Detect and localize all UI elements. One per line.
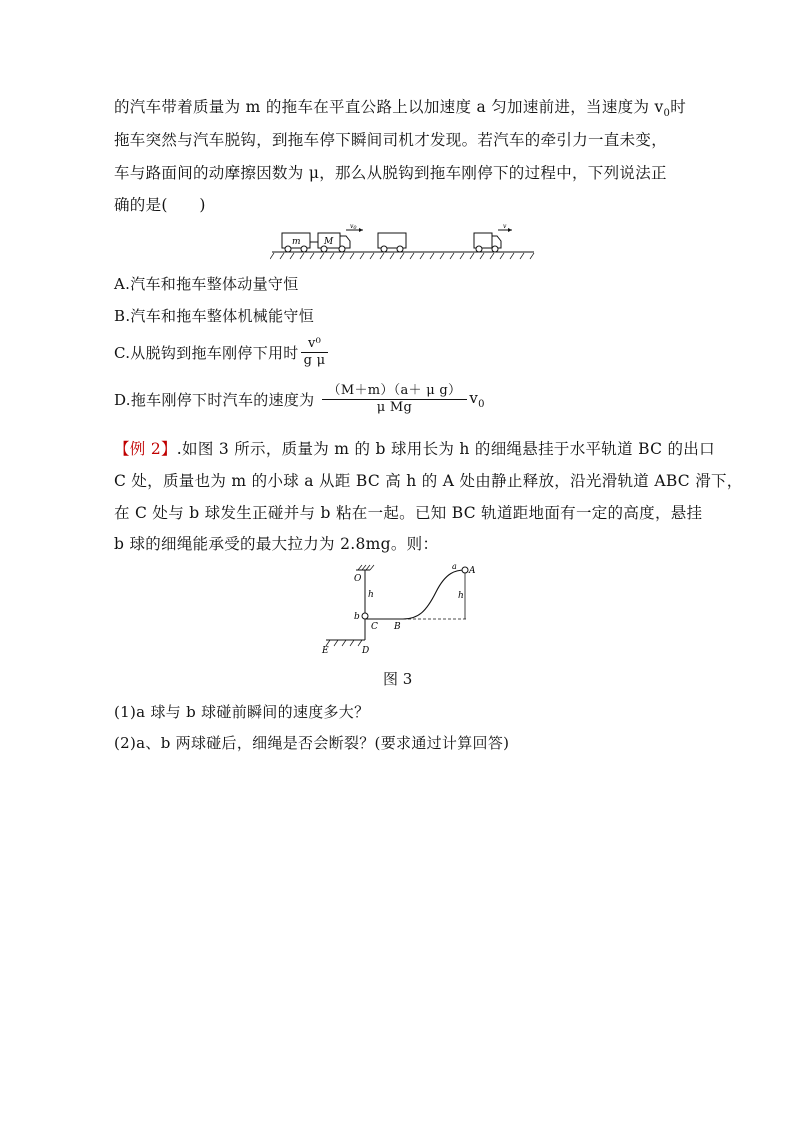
track xyxy=(365,570,465,619)
option-c: C.从脱钩到拖车刚停下用时 $\frac{\text{v⁰}}{\text{g μ}}$ xyxy=(114,336,330,369)
figure-3 xyxy=(318,562,493,657)
label-h-left: h xyxy=(368,590,374,600)
q2-line-2: C 处，质量也为 m 的小球 a 从距 BC 高 h 的 A 处由静止释放，沿光滑轨道 ABC 滑下， xyxy=(114,472,743,490)
q1-line-4: 确的是( ) xyxy=(114,196,206,214)
label-C: C xyxy=(371,622,378,632)
car-trailer-figure xyxy=(270,222,540,262)
option-d: D.拖车刚停下时汽车的速度为 $\frac{\text{（M＋m）（a＋ μ g）}}{\text{μ Mg}}$ $v_0$ xyxy=(114,383,485,415)
q2-line-4: b 球的细绳能承受的最大拉力为 2.8mg。则： xyxy=(114,535,439,553)
label-B: B xyxy=(394,622,401,632)
label-E: E xyxy=(322,646,329,656)
car-later xyxy=(474,233,492,248)
label-A: A xyxy=(469,566,476,576)
q2-line-3: 在 C 处与 b 球发生正碰并与 b 粘在一起。已知 BC 轨道距地面有一定的高度，悬挂 xyxy=(114,504,703,522)
q1-line-1: 的汽车带着质量为 m 的拖车在平直公路上以加速度 a 匀加速前进，当速度为 $v_0$时 xyxy=(114,98,687,120)
label-a: a xyxy=(452,562,457,571)
sub-question-1: (1)a 球与 b 球碰前瞬间的速度多大？ xyxy=(114,703,370,721)
label-h-right: h xyxy=(458,591,464,601)
v0-arrow-label: v0 xyxy=(350,223,357,231)
example-tag: 【例 2】 xyxy=(114,440,177,458)
trailer-label: m xyxy=(292,237,301,247)
trailer-stopped xyxy=(378,233,406,248)
sub-question-2: (2)a、b 两球碰后，细绳是否会断裂？(要求通过计算回答) xyxy=(114,734,510,752)
option-d-suffix: $v_0$ xyxy=(469,389,485,410)
q2-line-1: 【例 2】.如图 3 所示，质量为 m 的 b 球用长为 h 的细绳悬挂于水平轨道 BC 的出口 xyxy=(114,440,715,458)
v-arrow-label: v xyxy=(503,223,507,230)
option-d-fraction: $\frac{\text{（M＋m）（a＋ μ g）}}{\text{μ Mg}}$ xyxy=(322,383,468,416)
option-a: A.汽车和拖车整体动量守恒 xyxy=(114,275,299,293)
label-O: O xyxy=(354,574,362,584)
option-b: B.汽车和拖车整体机械能守恒 xyxy=(114,307,314,325)
q1-line-2: 拖车突然与汽车脱钩，到拖车停下瞬间司机才发现。若汽车的牵引力一直未变， xyxy=(114,131,668,149)
label-D: D xyxy=(362,646,370,656)
q1-line-3: 车与路面间的动摩擦因数为 μ，那么从脱钩到拖车刚停下的过程中，下列说法正 xyxy=(114,164,667,182)
option-c-fraction: $\frac{\text{v⁰}}{\text{g μ}}$ xyxy=(301,336,329,369)
ball-b xyxy=(362,613,368,619)
figure-caption: 图 3 xyxy=(383,670,413,688)
car-label: M xyxy=(324,237,334,247)
ball-a xyxy=(462,567,468,573)
v0-symbol: $v_0$ xyxy=(654,98,671,120)
label-b: b xyxy=(354,612,360,622)
